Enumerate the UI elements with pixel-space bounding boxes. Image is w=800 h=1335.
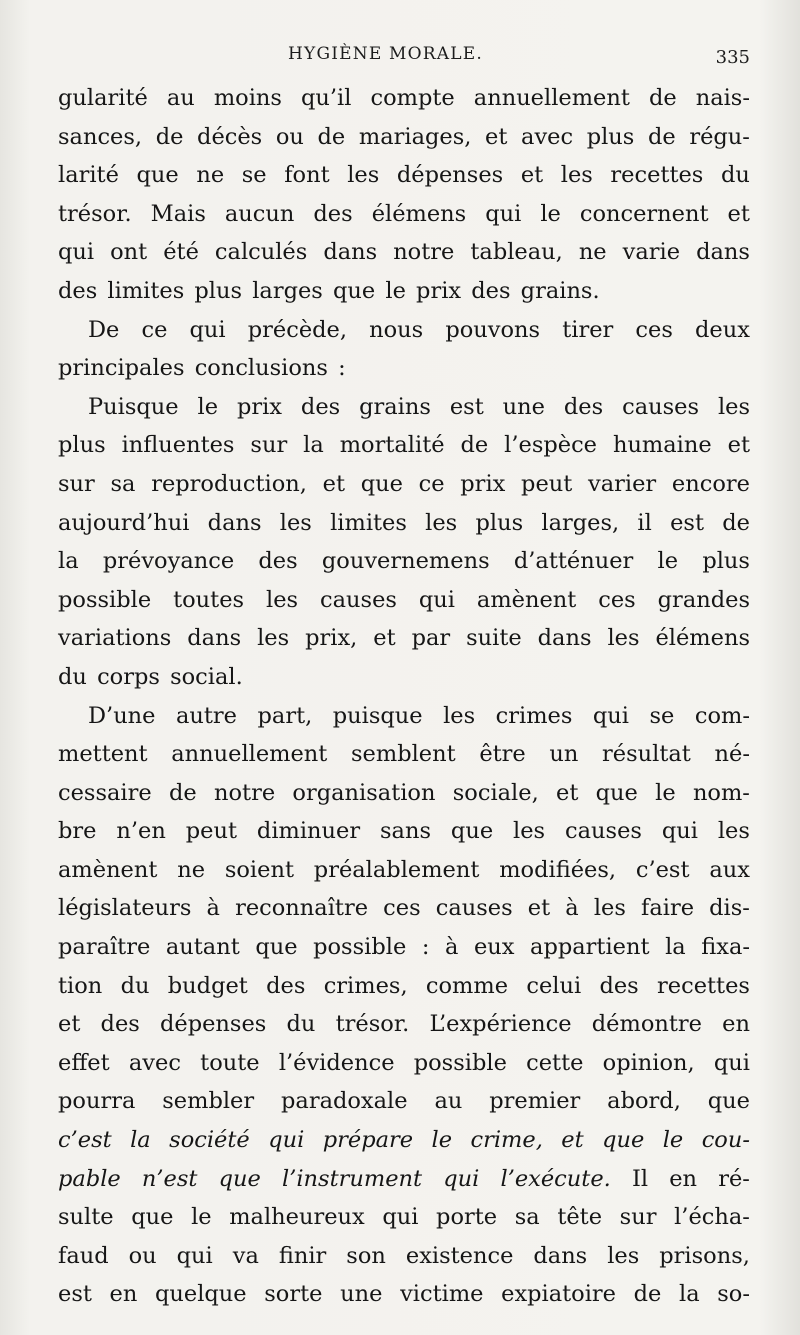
text-line: c’est la société qui prépare le crime, et que le cou-: [58, 1127, 750, 1154]
text-line: variations dans les prix, et par suite dans les élémens: [58, 625, 750, 652]
text-line: qui ont été calculés dans notre tableau, ne varie dans: [58, 239, 750, 266]
text-line: mettent annuellement semblent être un résultat né-: [58, 741, 750, 768]
text-line: possible toutes les causes qui amènent ces grandes: [58, 586, 750, 613]
text-line: du corps social.: [58, 663, 243, 690]
text-line: cessaire de notre organisation sociale, et que le nom-: [58, 779, 750, 806]
text-line: est en quelque sorte une victime expiatoire de la so-: [58, 1281, 750, 1308]
text-line: et des dépenses du trésor. L’expérience démontre en: [58, 1011, 750, 1038]
text-line: des limites plus larges que le prix des grains.: [58, 277, 600, 304]
text-line: De ce qui précède, nous pouvons tirer ces deux: [88, 316, 750, 343]
page-body-text: [58, 79, 750, 1314]
text-line: pourra sembler paradoxale au premier abord, que: [58, 1088, 750, 1115]
text-line: faud ou qui va finir son existence dans les prisons,: [58, 1242, 750, 1269]
text-line: gularité au moins qu’il compte annuellement de nais-: [58, 85, 750, 111]
page-number: 335: [715, 47, 750, 68]
text-line: larité que ne se font les dépenses et les recettes du: [58, 162, 750, 189]
text-line: législateurs à reconnaître ces causes et à les faire dis-: [58, 895, 750, 922]
text-line: tion du budget des crimes, comme celui des recettes: [58, 972, 750, 999]
text-line: la prévoyance des gouvernemens d’atténuer le plus: [58, 548, 750, 575]
text-line: amènent ne soient préalablement modifiées, c’est aux: [58, 856, 750, 883]
text-line: principales conclusions :: [58, 355, 346, 382]
text-line: aujourd’hui dans les limites les plus larges, il est de: [58, 509, 750, 536]
text-line: effet avec toute l’évidence possible cette opinion, qui: [58, 1049, 750, 1076]
running-head: HYGIÈNE MORALE.: [288, 44, 483, 64]
text-line: plus influentes sur la mortalité de l’espèce humaine et: [58, 432, 750, 459]
text-line: paraître autant que possible : à eux appartient la fixa-: [58, 934, 750, 961]
text-line: sulte que le malheureux qui porte sa tête sur l’écha-: [58, 1204, 750, 1231]
text-line: sances, de décès ou de mariages, et avec plus de régu-: [58, 123, 750, 150]
page-header: [58, 44, 750, 74]
text-line: bre n’en peut diminuer sans que les causes qui les: [58, 818, 750, 845]
text-line: pable n’est que l’instrument qui l’exécute. Il en ré-: [58, 1165, 750, 1192]
text-line: D’une autre part, puisque les crimes qui se com-: [88, 702, 750, 729]
text-line: sur sa reproduction, et que ce prix peut varier encore: [58, 470, 750, 497]
text-line: trésor. Mais aucun des élémens qui le concernent et: [58, 200, 750, 227]
text-line: Puisque le prix des grains est une des causes les: [88, 393, 750, 420]
